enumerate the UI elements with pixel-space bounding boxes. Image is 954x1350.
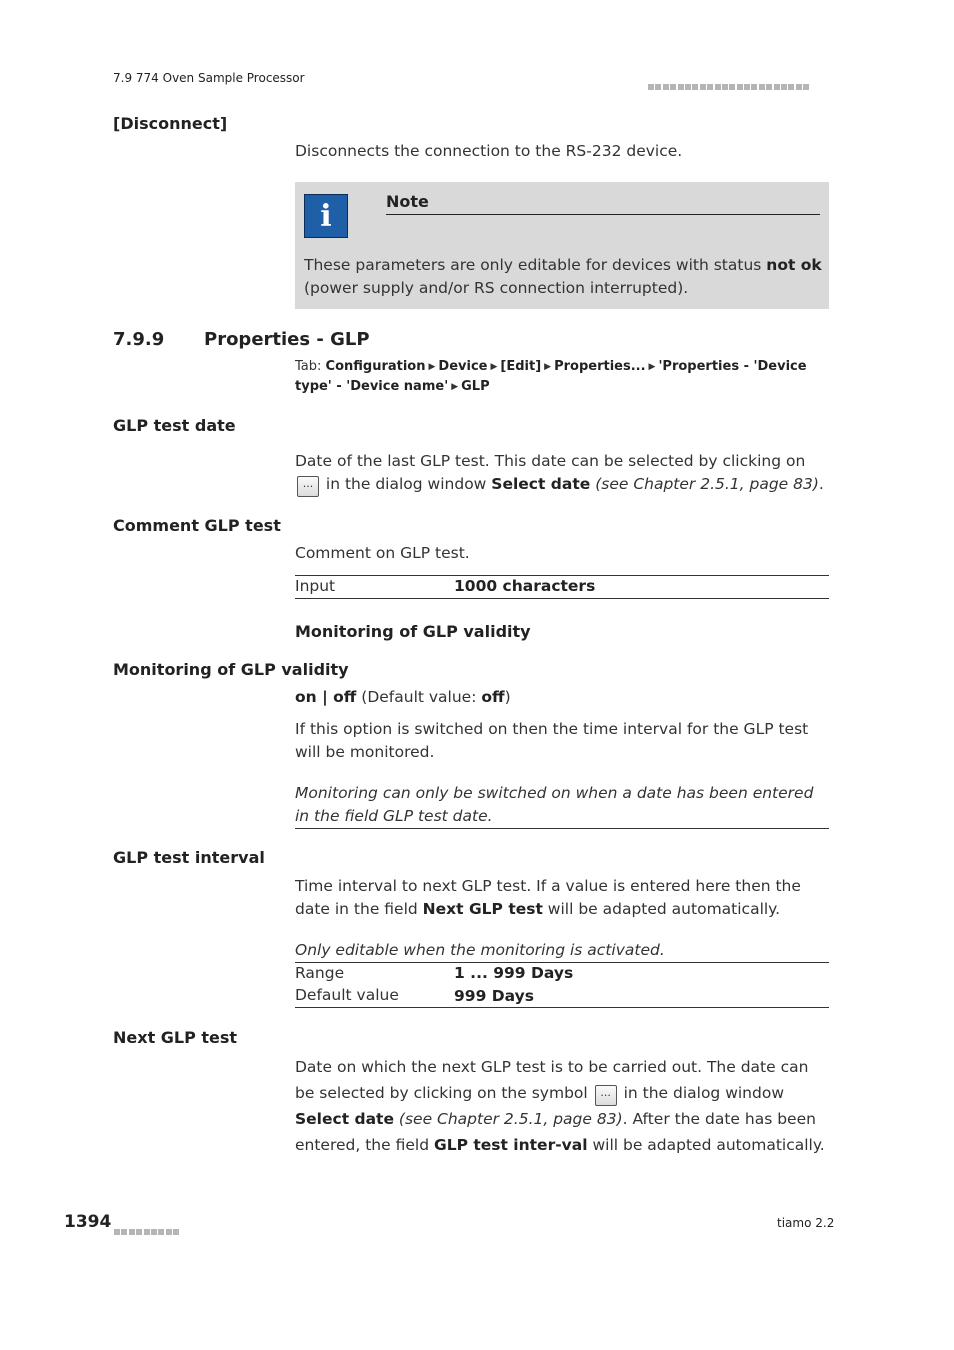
monitoring-subheading: Monitoring of GLP validity (295, 622, 531, 641)
note-divider (386, 214, 820, 215)
input-label: Input (295, 577, 336, 595)
ellipsis-button-icon: ... (595, 1085, 617, 1106)
glp-test-interval-description: Time interval to next GLP test. If a value is entered here then the date in the field Next GLP test will be adapted automatically. (295, 877, 801, 918)
next-glp-test-description: Date on which the next GLP test is to be carried out. The date can be selected by clicking on the symbol ... in the dialog window Select date (see Chapter 2.5.1, page 83). After the date has been entered, the field GLP test inter-val will be adapted automatically. (295, 1058, 825, 1154)
comment-glp-test-description: Comment on GLP test. (295, 544, 470, 562)
note-text: These parameters are only editable for devices with status not ok (power supply and/or RS connection interrupted). (304, 256, 822, 297)
interval-table-rule-bottom (295, 1007, 829, 1008)
note-box (295, 182, 829, 309)
next-glp-test-heading: Next GLP test (113, 1028, 238, 1047)
monitoring-heading: Monitoring of GLP validity (113, 660, 349, 679)
disconnect-heading: [Disconnect] (113, 114, 228, 133)
page-number: 1394 (64, 1212, 112, 1232)
note-title: Note (386, 192, 429, 211)
info-icon: i (304, 194, 348, 238)
glp-test-date-description: Date of the last GLP test. This date can be selected by clicking on ... in the dialog window Select date (see Chapter 2.5.1, page 83). (295, 450, 829, 497)
running-header: 7.9 774 Oven Sample Processor (113, 71, 305, 85)
default-value-value: 999 Days (454, 987, 534, 1005)
tab-path: Tab: Configuration ▶ Device ▶ [Edit] ▶ Properties... ▶ 'Properties - 'Device type' - 'Device name' ▶ GLP (295, 359, 807, 394)
section-heading (113, 329, 370, 350)
section-title: Properties - GLP (204, 329, 370, 350)
table-rule-top (295, 575, 829, 576)
ellipsis-button-icon: ... (297, 476, 319, 497)
glp-test-interval-note: Only editable when the monitoring is activated. (295, 941, 665, 959)
footer-product-name: tiamo 2.2 (777, 1216, 835, 1230)
monitoring-note: Monitoring can only be switched on when a date has been entered in the field GLP test date. (295, 784, 814, 825)
header-dots-decoration (648, 75, 811, 94)
disconnect-description: Disconnects the connection to the RS-232 device. (295, 142, 683, 160)
table-rule-bottom (295, 598, 829, 599)
range-value: 1 ... 999 Days (454, 964, 574, 982)
default-value-label: Default value (295, 986, 399, 1004)
section-number: 7.9.9 (113, 329, 165, 350)
footer-dots-decoration (114, 1220, 181, 1239)
comment-glp-test-heading: Comment GLP test (113, 516, 281, 535)
monitoring-rule (295, 828, 829, 829)
input-value: 1000 characters (454, 577, 596, 595)
glp-test-interval-heading: GLP test interval (113, 848, 265, 867)
interval-table-rule-top (295, 962, 829, 963)
range-label: Range (295, 964, 345, 982)
monitoring-options: on | off (Default value: off) (295, 688, 511, 706)
monitoring-description: If this option is switched on then the time interval for the GLP test will be monitored. (295, 720, 809, 761)
glp-test-date-heading: GLP test date (113, 416, 236, 435)
